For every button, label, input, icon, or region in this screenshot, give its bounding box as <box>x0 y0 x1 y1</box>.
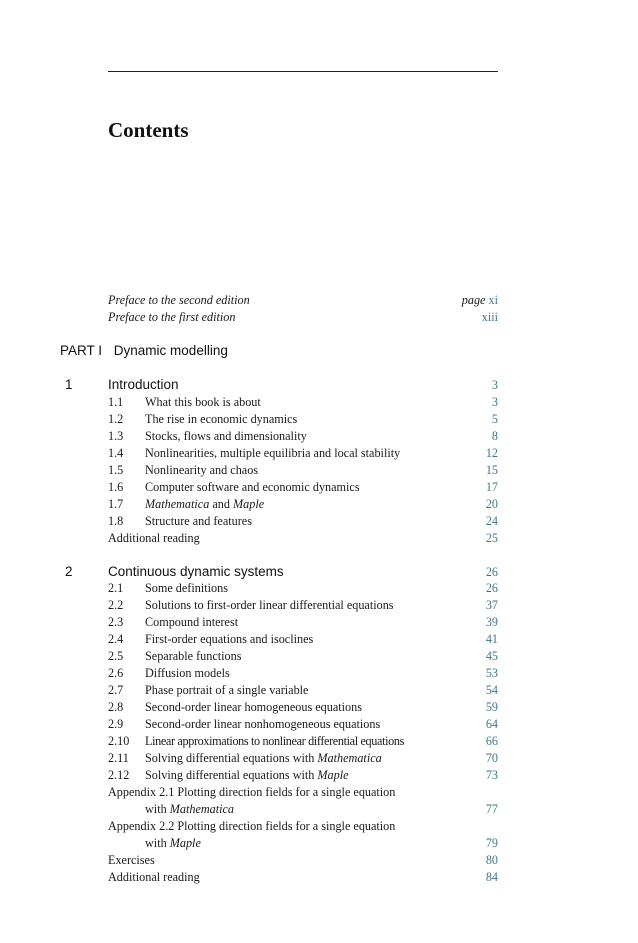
toc-entry[interactable]: 2.4 First-order equations and isoclines 41 <box>108 632 498 646</box>
toc-entry[interactable]: 1.8 Structure and features 24 <box>108 514 498 528</box>
chapter-number: 2 <box>65 564 73 579</box>
toc-entry[interactable]: 2.2 Solutions to first-order linear differential equations 37 <box>108 598 498 612</box>
entry-page: xiii <box>481 310 498 324</box>
toc-entry-exercises[interactable]: Exercises 80 <box>108 853 498 867</box>
part-label: PART I <box>60 343 103 358</box>
chapter-page: 3 <box>491 378 498 392</box>
toc-entry[interactable]: 1.7 Mathematica and Maple 20 <box>108 497 498 511</box>
toc-entry[interactable]: 1.6 Computer software and economic dynamics 17 <box>108 480 498 494</box>
toc-entry[interactable]: 1.1 What this book is about 3 <box>108 395 498 409</box>
part-heading <box>60 343 228 358</box>
toc-entry-appendix-2-2[interactable]: Appendix 2.2 Plotting direction fields for a single equation <box>108 819 396 833</box>
toc-entry[interactable]: 2.5 Separable functions 45 <box>108 649 498 663</box>
page-title: Contents <box>108 118 189 142</box>
toc-entry[interactable]: 2.11 Solving differential equations with Mathematica 70 <box>108 751 498 765</box>
toc-entry[interactable]: 2.7 Phase portrait of a single variable 54 <box>108 683 498 697</box>
toc-entry[interactable]: 2.8 Second-order linear homogeneous equations 59 <box>108 700 498 714</box>
toc-entry[interactable]: 2.10 Linear approximations to nonlinear differential equations 66 <box>108 734 498 748</box>
toc-entry[interactable]: 1.4 Nonlinearities, multiple equilibria and local stability 12 <box>108 446 498 460</box>
chapter-heading-2[interactable] <box>60 563 498 581</box>
toc-entry-appendix-2-1-cont[interactable]: with Mathematica 77 <box>145 802 498 816</box>
toc-entry-additional-reading[interactable]: Additional reading 25 <box>108 531 498 545</box>
entry-page: page xi <box>461 293 498 307</box>
top-rule <box>108 71 498 72</box>
chapter-number: 1 <box>65 377 73 392</box>
toc-entry[interactable]: 1.2 The rise in economic dynamics 5 <box>108 412 498 426</box>
chapter-page: 26 <box>485 565 498 579</box>
toc-entry[interactable]: 2.1 Some definitions 26 <box>108 581 498 595</box>
toc-entry-appendix-2-2-cont[interactable]: with Maple 79 <box>145 836 498 850</box>
toc-entry-preface-first[interactable] <box>108 309 498 326</box>
toc-entry[interactable]: 2.3 Compound interest 39 <box>108 615 498 629</box>
entry-title: Preface to the second edition <box>108 293 250 307</box>
toc-entry-additional-reading[interactable]: Additional reading 84 <box>108 870 498 884</box>
toc-entry-appendix-2-1[interactable]: Appendix 2.1 Plotting direction fields for a single equation <box>108 785 396 799</box>
toc-entry[interactable]: 2.9 Second-order linear nonhomogeneous equations 64 <box>108 717 498 731</box>
part-title: Dynamic modelling <box>113 343 228 358</box>
toc-entry[interactable]: 2.6 Diffusion models 53 <box>108 666 498 680</box>
chapter-title: Introduction <box>108 377 179 392</box>
entry-title: Preface to the first edition <box>108 310 236 324</box>
toc-entry[interactable]: 1.3 Stocks, flows and dimensionality 8 <box>108 429 498 443</box>
toc-entry[interactable]: 2.12 Solving differential equations with Maple 73 <box>108 768 498 782</box>
toc-entry-preface-second[interactable] <box>108 292 498 309</box>
chapter-title: Continuous dynamic systems <box>108 564 284 579</box>
chapter-heading-1[interactable] <box>60 376 498 394</box>
toc-entry[interactable]: 1.5 Nonlinearity and chaos 15 <box>108 463 498 477</box>
